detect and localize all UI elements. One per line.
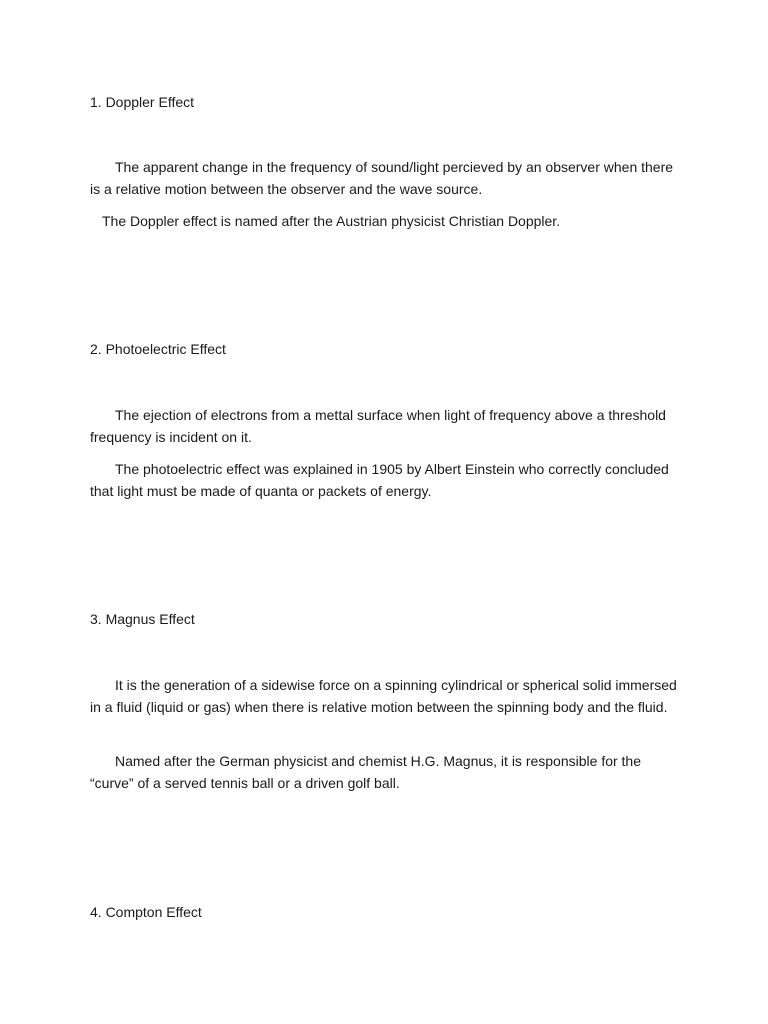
section-paragraph-doppler-origin: The Doppler effect is named after the Austrian physicist Christian Doppler. — [102, 213, 561, 229]
section-paragraph-photoelectric-history: The photoelectric effect was explained in 1905 by Albert Einstein who correctly concluded that light must be made of quanta or packets of energy. — [90, 461, 669, 499]
section-paragraph-photoelectric-definition: The ejection of electrons from a mettal surface when light of frequency above a threshold frequency is incident on it. — [90, 407, 666, 445]
section-paragraph-magnus-history: Named after the German physicist and chemist H.G. Magnus, it is responsible for the “curve” of a served tennis ball or a driven golf ball. — [90, 753, 642, 791]
section-heading-magnus: 3. Magnus Effect — [90, 611, 195, 627]
section-paragraph-doppler-definition: The apparent change in the frequency of sound/light percieved by an observer when there is a relative motion between the observer and the wave source. — [90, 159, 674, 197]
section-heading-photoelectric: 2. Photoelectric Effect — [90, 341, 226, 357]
section-heading-doppler: 1. Doppler Effect — [90, 94, 195, 110]
section-heading-compton: 4. Compton Effect — [90, 904, 202, 920]
section-paragraph-magnus-definition: It is the generation of a sidewise force on a spinning cylindrical or spherical solid immersed in a fluid (liquid or gas) when there is relative motion between the spinning body and the fluid. — [90, 677, 677, 715]
